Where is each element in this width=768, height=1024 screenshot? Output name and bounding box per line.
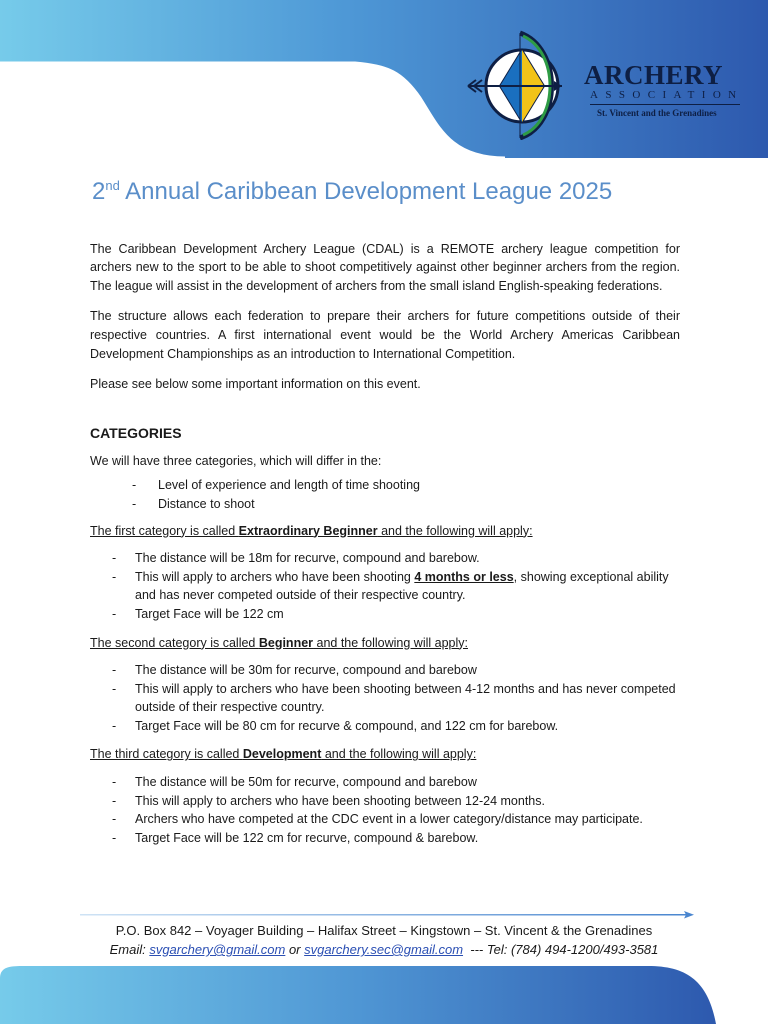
title-ordinal-suffix: nd bbox=[105, 178, 120, 193]
logo-region: St. Vincent and the Grenadines bbox=[597, 108, 717, 118]
association-logo bbox=[462, 30, 752, 140]
list-item: - The distance will be 50m for recurve, compound and barebow bbox=[112, 775, 477, 790]
categories-lead: We will have three categories, which will differ in the: bbox=[90, 453, 382, 468]
list-item: - Target Face will be 122 cm bbox=[112, 606, 284, 621]
list-item: - This will apply to archers who have been shooting 4 months or less, showing exceptional ability and has never competed outside of their respective country. bbox=[112, 569, 669, 603]
category-1-list bbox=[90, 549, 680, 623]
logo-org-name: ARCHERY bbox=[584, 60, 724, 90]
archery-target-bow-arrow-logo-icon bbox=[462, 30, 582, 140]
category-1-name: Extraordinary Beginner bbox=[238, 523, 378, 538]
category-2-intro: The second category is called Beginner and the following will apply: bbox=[90, 635, 468, 650]
logo-divider bbox=[590, 104, 740, 105]
category-3-intro: The third category is called Development and the following will apply: bbox=[90, 747, 477, 762]
footer-address: P.O. Box 842 – Voyager Building – Halifax Street – Kingstown – St. Vincent & the Grenadines bbox=[115, 923, 653, 938]
differ-list bbox=[90, 476, 680, 513]
list-item: - The distance will be 18m for recurve, compound and barebow. bbox=[112, 551, 480, 566]
list-item: - Target Face will be 122 cm for recurve, compound & barebow. bbox=[112, 830, 479, 845]
contact-footer bbox=[60, 921, 708, 959]
category-2-name: Beginner bbox=[258, 635, 314, 650]
shooting-duration-emphasis: 4 months or less bbox=[414, 569, 514, 584]
secretary-email-link[interactable]: svgarchery.sec@gmail.com bbox=[304, 942, 464, 957]
document-body bbox=[90, 178, 680, 857]
title-text: Annual Caribbean Development League 2025 bbox=[119, 178, 613, 205]
list-item: - Archers who have competed at the CDC event in a lower category/distance may participate. bbox=[112, 812, 643, 827]
logo-org-subtitle: ASSOCIATION bbox=[590, 89, 744, 101]
list-item: - Target Face will be 80 cm for recurve & compound, and 122 cm for barebow. bbox=[112, 718, 559, 733]
list-item: - Level of experience and length of time shooting bbox=[132, 478, 420, 493]
category-3-name: Development bbox=[242, 747, 322, 762]
footer-divider-arrow bbox=[80, 911, 694, 919]
structure-paragraph: The structure allows each federation to prepare their archers for future competitions outside of their respective countries. A first international event would be the World Archery Americas Caribbean Development Championships as an introduction to International Competition. bbox=[90, 309, 680, 361]
list-item: - Distance to shoot bbox=[132, 496, 255, 511]
category-2-list bbox=[90, 661, 680, 735]
category-3-list bbox=[90, 773, 680, 847]
footer-contact-line: Email: svgarchery@gmail.com or svgarchery.sec@gmail.com --- Tel: (784) 494-1200/493-3581 bbox=[109, 942, 659, 957]
list-item: - This will apply to archers who have been shooting between 4-12 months and has never competed outside of their respective country. bbox=[112, 681, 676, 715]
intro-paragraph: The Caribbean Development Archery League (CDAL) is a REMOTE archery league competition for archers new to the sport to be able to shoot competitively against other beginner archers from the region. The league will assist in the development of archers from the small island English-speaking federations. bbox=[90, 241, 680, 293]
list-item: - This will apply to archers who have been shooting between 12-24 months. bbox=[112, 793, 545, 808]
page-title bbox=[92, 178, 680, 206]
see-below-paragraph: Please see below some important information on this event. bbox=[90, 377, 421, 392]
category-1-intro: The first category is called Extraordinary Beginner and the following will apply: bbox=[90, 523, 533, 538]
list-item: - The distance will be 30m for recurve, compound and barebow bbox=[112, 663, 477, 678]
footer-phone: --- Tel: (784) 494-1200/493-3581 bbox=[463, 942, 659, 957]
categories-heading: CATEGORIES bbox=[90, 424, 182, 441]
title-ordinal-number: 2 bbox=[92, 178, 106, 205]
primary-email-link[interactable]: svgarchery@gmail.com bbox=[149, 942, 286, 957]
